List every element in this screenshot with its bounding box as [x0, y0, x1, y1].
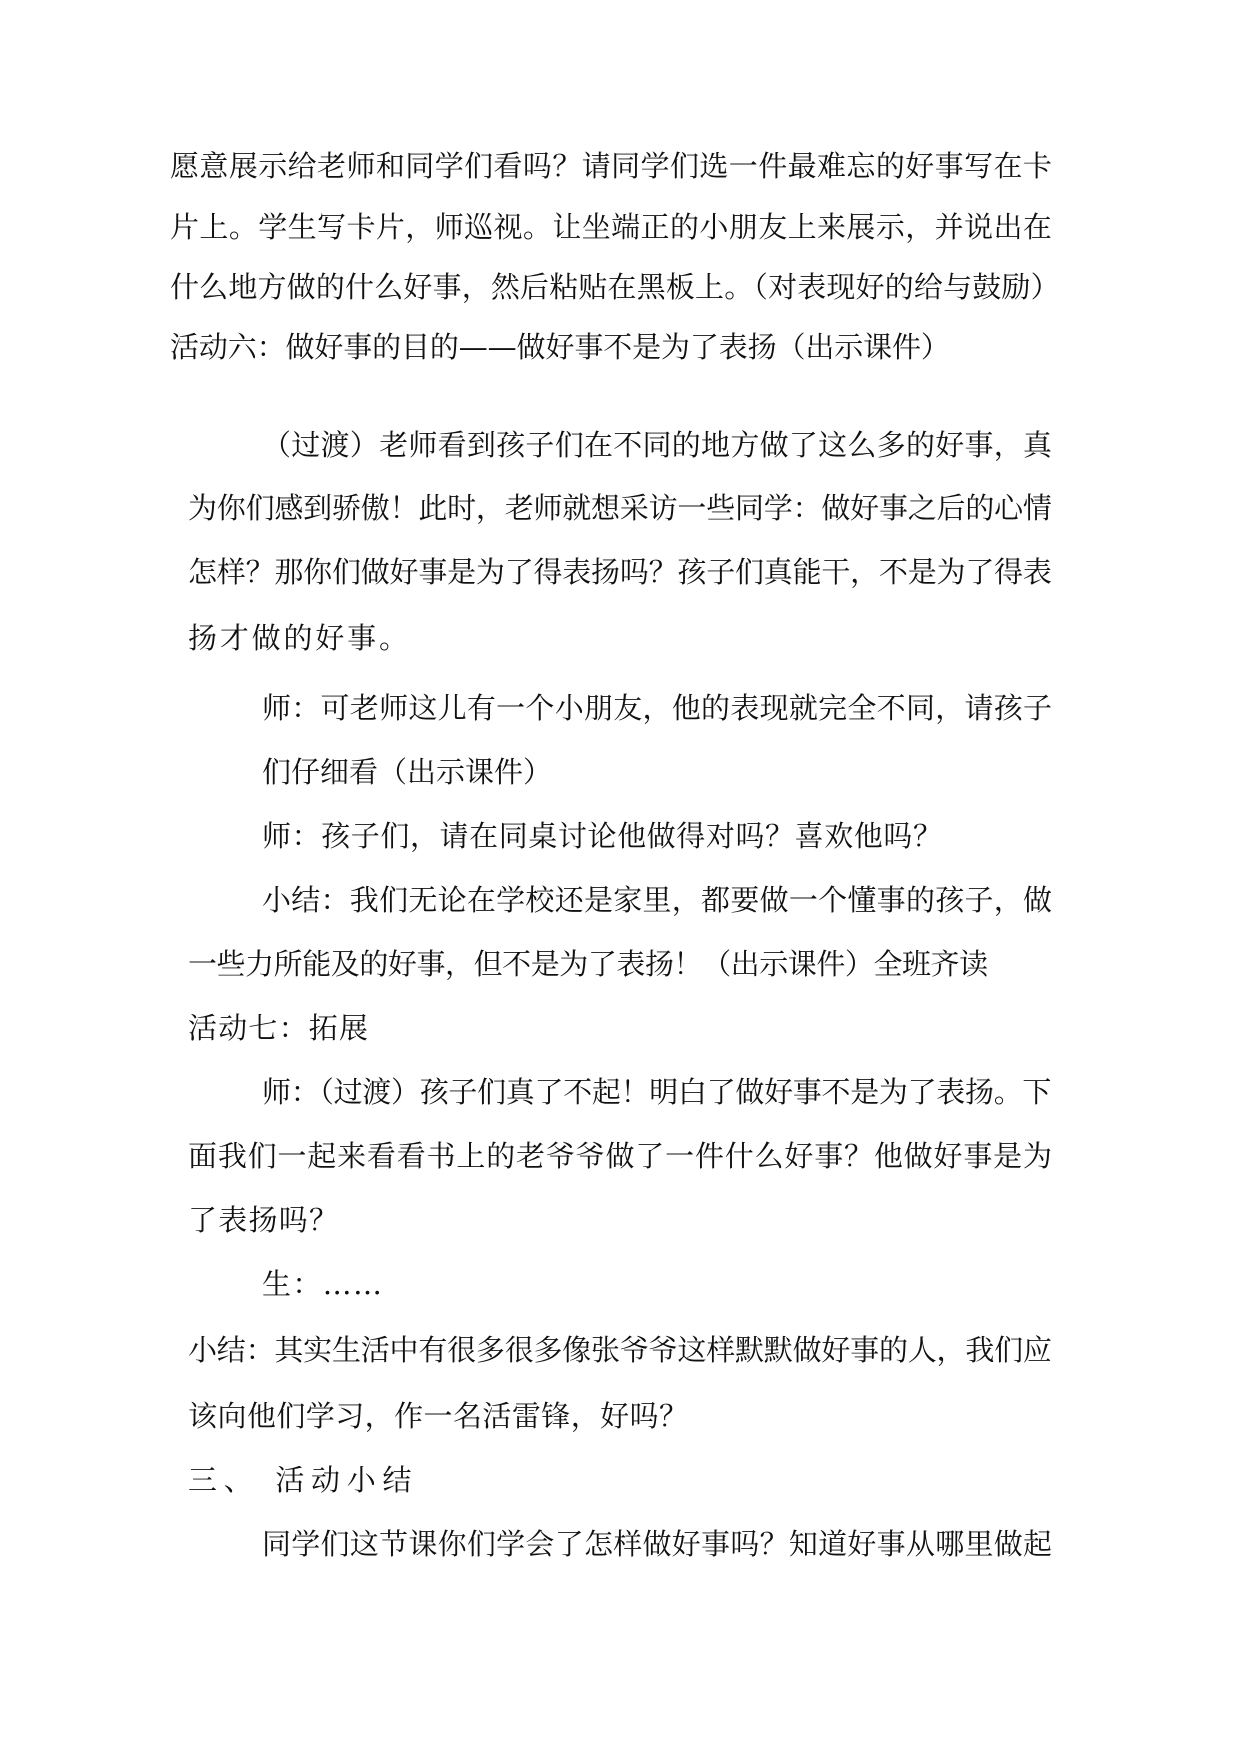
text-line: 该向他们学习，作一名活雷锋，好吗？	[188, 1399, 689, 1433]
text-line: 扬才做的好事。	[188, 621, 411, 655]
text-line: 师：可老师这儿有一个小朋友，他的表现就完全不同，请孩子	[262, 691, 1053, 725]
text-line: 怎样？那你们做好事是为了得表扬吗？孩子们真能干，不是为了得表	[188, 555, 1052, 589]
text-line: 小结：其实生活中有很多很多像张爷爷这样默默做好事的人，我们应	[188, 1333, 1052, 1367]
text-line: 师：（过渡）孩子们真了不起！明白了做好事不是为了表扬。下	[262, 1075, 1052, 1109]
text-line: 为你们感到骄傲！此时，老师就想采访一些同学：做好事之后的心情	[188, 491, 1052, 525]
text-line: 小结：我们无论在学校还是家里，都要做一个懂事的孩子，做	[262, 883, 1053, 917]
text-line: 片上。学生写卡片，师巡视。让坐端正的小朋友上来展示，并说出在	[170, 210, 1053, 244]
text-line: 一些力所能及的好事，但不是为了表扬！（出示课件）全班齐读	[188, 947, 988, 981]
text-line: 们仔细看（出示课件）	[262, 755, 553, 789]
text-line: 了表扬吗？	[188, 1203, 340, 1237]
section-heading: 活动七：拓展	[188, 1011, 370, 1045]
text-line: （过渡）老师看到孩子们在不同的地方做了这么多的好事，真	[262, 428, 1053, 462]
text-line: 师：孩子们，请在同桌讨论他做得对吗？喜欢他吗？	[262, 819, 943, 853]
text-line: 什么地方做的什么好事，然后粘贴在黑板上。（对表现好的给与鼓励）	[170, 270, 1060, 304]
section-heading: 三、 活动小结	[188, 1463, 419, 1497]
text-line: 生：……	[262, 1267, 384, 1301]
text-line: 愿意展示给老师和同学们看吗？请同学们选一件最难忘的好事写在卡	[170, 149, 1053, 183]
text-line: 同学们这节课你们学会了怎样做好事吗？知道好事从哪里做起	[262, 1527, 1053, 1561]
section-heading: 活动六：做好事的目的——做好事不是为了表扬（出示课件）	[170, 330, 950, 364]
text-line: 面我们一起来看看书上的老爷爷做了一件什么好事？他做好事是为	[188, 1139, 1053, 1173]
